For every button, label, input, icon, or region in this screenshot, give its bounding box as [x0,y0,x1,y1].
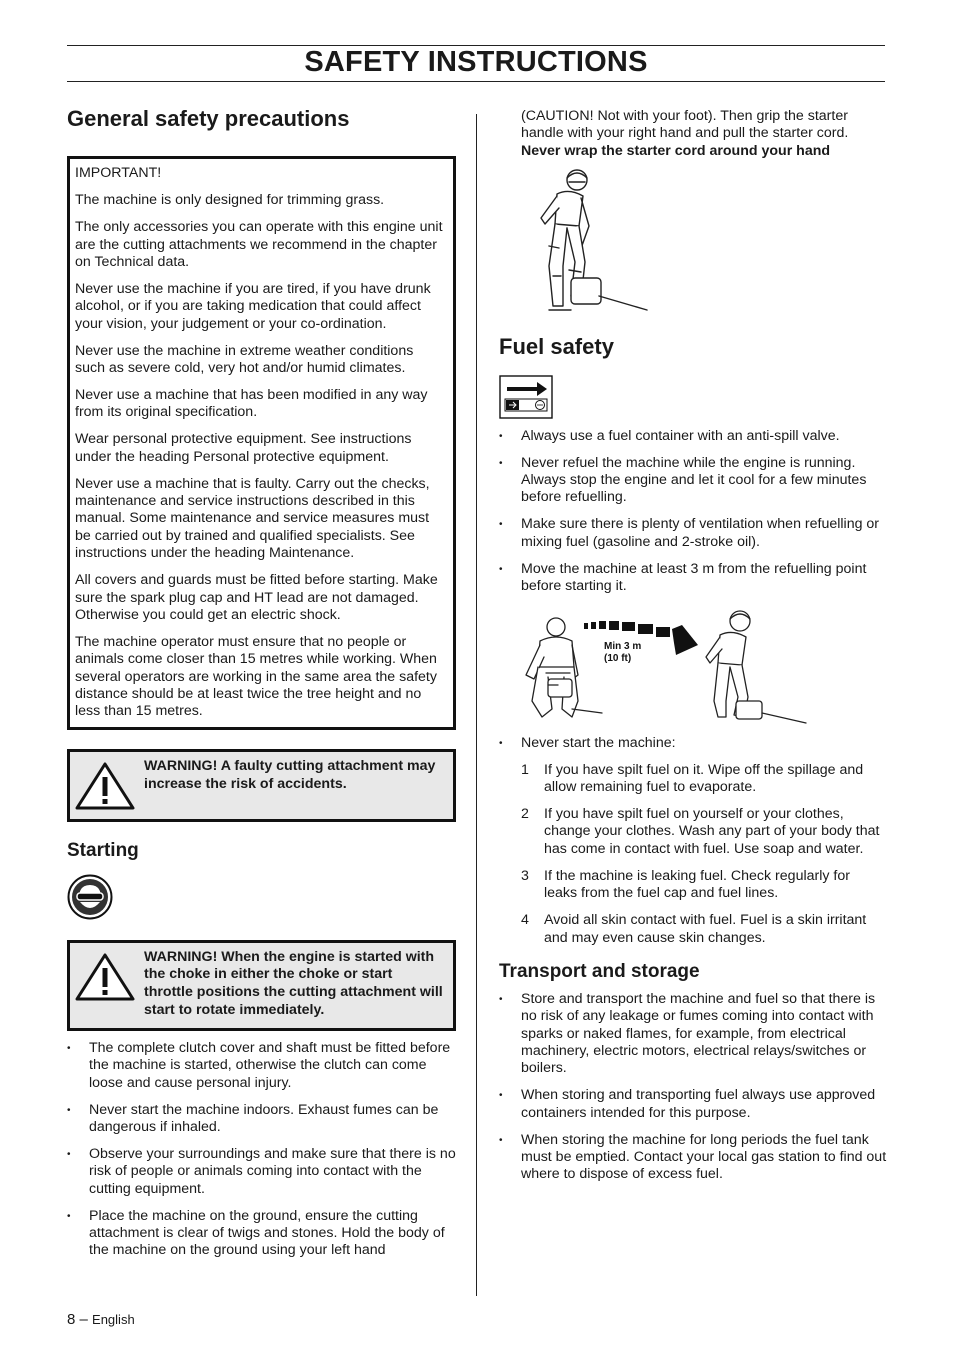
important-line: The machine operator must ensure that no people or animals come closer than 15 metres while working. When several operators are working in the same area the safety distance should be at least twice the tree height and no less than 15 metres. [75,633,437,720]
warning-triangle-icon [74,761,136,811]
list-item: • Place the machine on the ground, ensure the cutting attachment is clear of twigs and stones. Hold the body of the machine on the ground using your left hand [67,1208,457,1260]
choke-warning [67,940,456,1031]
starting-heading: Starting [67,839,139,861]
warning-triangle-icon [74,952,136,1002]
list-item: • Store and transport the machine and fuel so that there is no risk of any leakage or fumes coming into contact with sparks or naked flames, for example, from electrical machinery, electric motors, electrical relays/switches or boilers. [499,991,887,1078]
faulty-attachment-warning [67,749,456,822]
important-line: IMPORTANT! [75,165,162,182]
item-text: If the machine is leaking fuel. Check regularly for leaks from the fuel cap and fuel lines. [544,867,850,902]
warning-text: WARNING! When the engine is started with the choke in either the choke or start throttle positions the cutting attachment will start to rotate immediately. [144,948,443,1019]
page-title: SAFETY INSTRUCTIONS [304,46,648,78]
right-column [499,108,887,1193]
item-number: 3 [521,867,529,884]
header-rule-bottom [67,81,885,82]
transport-storage-heading: Transport and storage [499,960,700,982]
important-line: Wear personal protective equipment. See instructions under the heading Personal protective equipment. [75,431,412,465]
list-item: • The complete clutch cover and shaft must be fitted before the machine is started, otherwise the clutch can come loose and cause personal injury. [67,1040,457,1092]
item-text: If you have spilt fuel on it. Wipe off the spillage and allow remaining fuel to evaporate. [544,761,864,796]
item-text: If you have spilt fuel on yourself or your clothes, change your clothes. Wash any part of your body that has come in contact with fuel. Use soap and water. [544,806,880,857]
item-number: 2 [521,806,529,823]
list-item: • Never start the machine: [499,735,887,752]
continuation-text: (CAUTION! Not with your foot). Then grip the starter handle with your right hand and pull the starter cord. [521,108,849,142]
important-box [67,156,456,729]
refuel-distance-illustration [518,605,808,725]
list-item: • Observe your surroundings and make sure that there is no risk of people or animals coming into contact with the cutting equipment. [67,1146,457,1198]
item-number: 4 [521,912,529,929]
general-safety-heading: General safety precautions [67,106,350,131]
fuel-bullets [499,428,887,596]
list-item: • Make sure there is plenty of ventilation when refuelling or mixing fuel (gasoline and 2-stroke oil). [499,516,887,551]
important-line: The only accessories you can operate with this engine unit are the cutting attachments we recommend in the chapter on Technical data. [75,219,443,271]
important-line: Never use the machine if you are tired, if you have drunk alcohol, or if you are taking medication that could affect your vision, your judgement or your co-ordination. [75,280,431,332]
never-start-list [499,735,887,752]
left-column [67,106,457,1269]
continuation-bold: Never wrap the starter cord around your hand [521,142,831,159]
list-item: • Move the machine at least 3 m from the refuelling point before starting it. [499,561,887,596]
numbered-item [521,762,887,797]
item-text: Avoid all skin contact with fuel. Fuel is a skin irritant and may even cause skin changes. [544,912,867,946]
list-item: • Always use a fuel container with an anti-spill valve. [499,428,887,445]
footer-language: English [92,1312,135,1327]
list-item: • When storing and transporting fuel always use approved containers intended for this purpose. [499,1087,887,1122]
fuel-safety-heading: Fuel safety [499,334,614,360]
important-line: The machine is only designed for trimming grass. [75,192,385,209]
page-number: 8 – [67,1311,88,1328]
numbered-item [521,806,887,858]
transport-bullets [499,991,887,1184]
numbered-item [521,868,887,903]
starting-bullets [67,1040,457,1260]
starting-illustration [519,166,649,316]
page-footer [67,1311,135,1328]
list-item: • Never start the machine indoors. Exhaust fumes can be dangerous if inhaled. [67,1102,457,1137]
distance-label-metric: Min 3 m [604,640,642,652]
column-divider [476,114,477,1296]
important-line: All covers and guards must be fitted before starting. Make sure the spark plug cap and HT lead are not damaged. Otherwise you could get an electric shock. [75,572,438,623]
warning-text: WARNING! A faulty cutting attachment may increase the risk of accidents. [144,757,436,792]
list-item: • When storing the machine for long periods the fuel tank must be emptied. Contact your local gas station to find out where to dispose of excess fuel. [499,1132,887,1184]
never-start-conditions [499,762,887,947]
list-item: • Never refuel the machine while the engine is running. Always stop the engine and let it cool for a few minutes before refuelling. [499,455,887,507]
distance-label-imperial: (10 ft) [604,652,632,664]
item-number: 1 [521,761,529,778]
important-line: Never use a machine that is faulty. Carry out the checks, maintenance and service instructions described in this manual. Some maintenance and service measures must be carried out by trained and qualified specialists. See instructions under the heading Maintenance. [75,475,430,562]
important-line: Never use a machine that has been modified in any way from its original specification. [75,386,428,421]
numbered-item [521,912,887,947]
starting-continuation [499,108,887,160]
important-line: Never use the machine in extreme weather conditions such as severe cold, very hot and/or humid climates. [75,342,414,377]
protective-equipment-icon [67,874,113,920]
fuel-pump-symbol-icon [499,375,553,419]
